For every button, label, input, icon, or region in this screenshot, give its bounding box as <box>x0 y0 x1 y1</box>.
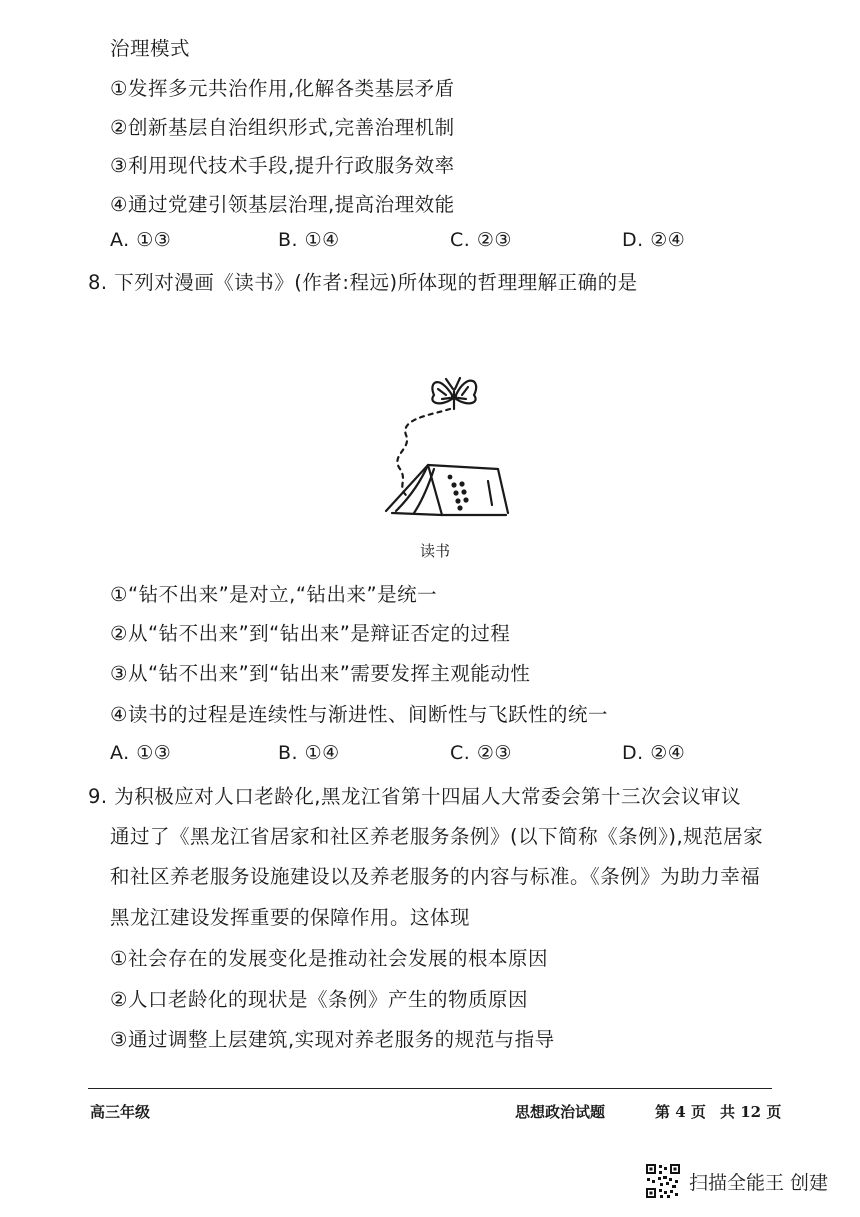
q8-statement-2: ②从“钻不出来”到“钻出来”是辩证否定的过程 <box>110 622 511 645</box>
q7-statement-2: ②创新基层自治组织形式,完善治理机制 <box>110 116 455 139</box>
q7-options <box>110 229 750 255</box>
q8-options <box>110 742 750 768</box>
q9-statement-1: ①社会存在的发展变化是推动社会发展的根本原因 <box>110 947 548 970</box>
q9-stem-line-2: 通过了《黑龙江省居家和社区养老服务条例》(以下简称《条例》),规范居家 <box>110 825 764 848</box>
q8-option-b: B. ①④ <box>278 742 340 764</box>
q9-statement-2: ②人口老龄化的现状是《条例》产生的物质原因 <box>110 988 528 1011</box>
q7-option-b: B. ①④ <box>278 229 340 251</box>
footer-page-number: 第 4 页 <box>655 1103 706 1121</box>
cartoon-caption: 读书 <box>420 542 451 560</box>
q8-option-c: C. ②③ <box>450 742 512 764</box>
q8-option-d: D. ②④ <box>622 742 686 764</box>
q7-option-c: C. ②③ <box>450 229 512 251</box>
q7-statement-1: ①发挥多元共治作用,化解各类基层矛盾 <box>110 77 455 100</box>
q7-stem-tail: 治理模式 <box>110 37 191 60</box>
q7-option-d: D. ②④ <box>622 229 686 251</box>
q9-stem-line-3: 和社区养老服务设施建设以及养老服务的内容与标准。《条例》为助力幸福 <box>110 865 761 888</box>
q7-statement-4: ④通过党建引领基层治理,提高治理效能 <box>110 193 455 216</box>
scanner-watermark <box>645 1163 828 1199</box>
q7-statement-3: ③利用现代技术手段,提升行政服务效率 <box>110 154 455 177</box>
q8-statement-4: ④读书的过程是连续性与渐进性、间断性与飞跃性的统一 <box>110 703 608 726</box>
q9-stem-line-4: 黑龙江建设发挥重要的保障作用。这体现 <box>110 906 471 929</box>
q8-statement-1: ①“钻不出来”是对立,“钻出来”是统一 <box>110 583 438 606</box>
watermark-text: 扫描全能王 创建 <box>689 1171 829 1194</box>
qr-code-icon <box>645 1163 681 1199</box>
footer-page-total: 共 12 页 <box>720 1103 782 1121</box>
q9-stem-line-1: 9. 为积极应对人口老龄化,黑龙江省第十四届人大常委会第十三次会议审议 <box>88 785 742 808</box>
footer-subject: 思想政治试题 <box>515 1103 606 1121</box>
q7-option-a: A. ①③ <box>110 229 172 251</box>
q8-statement-3: ③从“钻不出来”到“钻出来”需要发挥主观能动性 <box>110 662 531 685</box>
footer-divider <box>88 1088 772 1089</box>
cartoon-reading <box>370 365 520 535</box>
q8-option-a: A. ①③ <box>110 742 172 764</box>
footer-grade: 高三年级 <box>90 1103 151 1121</box>
q9-statement-3: ③通过调整上层建筑,实现对养老服务的规范与指导 <box>110 1028 555 1051</box>
q8-stem: 8. 下列对漫画《读书》(作者:程远)所体现的哲理理解正确的是 <box>88 271 638 294</box>
book-butterfly-icon <box>370 365 520 535</box>
